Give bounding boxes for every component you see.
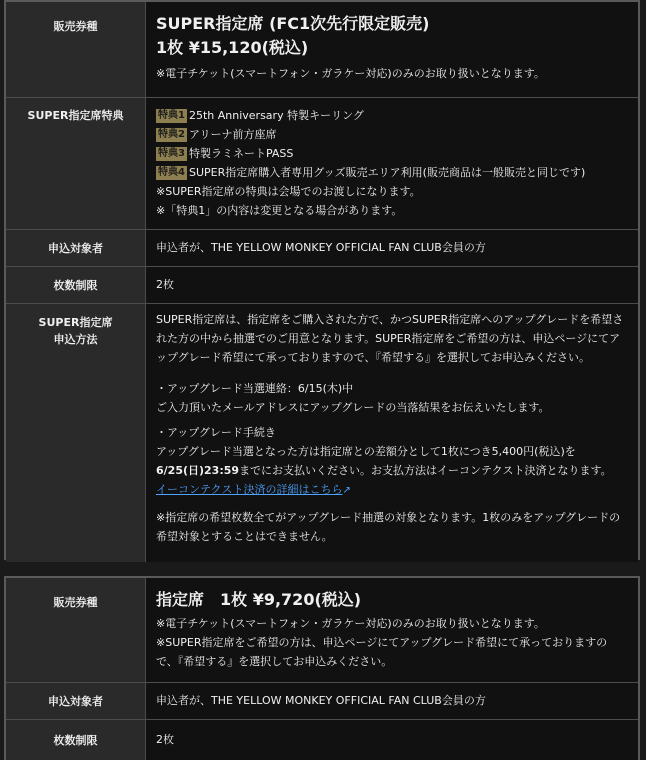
eligibility-row	[6, 682, 638, 719]
method-label: SUPER指定席 申込方法	[6, 304, 146, 562]
external-link-icon: ↗	[342, 485, 351, 496]
perks-label: SUPER指定席特典	[6, 98, 146, 229]
perk-item: 特典1 25th Anniversary 特製キーリング	[158, 109, 364, 122]
method-row	[6, 303, 638, 562]
perk-badge: 特典1	[158, 110, 185, 121]
eligibility-content: 申込者が、THE YELLOW MONKEY OFFICIAL FAN CLUB会員の方	[146, 230, 638, 266]
perk-badge: 特典3	[158, 148, 185, 159]
ticket-type-label: 販売券種	[6, 578, 146, 682]
perk-item: 特典2 アリーナ前方座席	[158, 128, 277, 141]
eligibility-row	[6, 229, 638, 266]
perks-row	[6, 97, 638, 229]
super-seat-panel	[4, 0, 640, 560]
ticket-type-row	[6, 2, 638, 97]
limit-row	[6, 266, 638, 303]
eligibility-content: 申込者が、THE YELLOW MONKEY OFFICIAL FAN CLUB会員の方	[146, 683, 638, 719]
perk-badge: 特典2	[158, 129, 185, 140]
limit-content: 2枚	[146, 267, 638, 303]
perk-badge: 特典4	[158, 167, 185, 178]
perk-item: 特典4 SUPER指定席購入者専用グッズ販売エリア利用(販売商品は一般販売と同じです)	[158, 166, 586, 179]
limit-label: 枚数制限	[6, 720, 146, 760]
ticket-type-content	[146, 2, 638, 97]
limit-row	[6, 719, 638, 760]
perks-content	[146, 98, 638, 229]
perk-item: 特典3 特製ラミネートPASS	[158, 147, 294, 160]
ticket-note: ※電子チケット(スマートフォン・ガラケー対応)のみのお取り扱いとなります。	[156, 67, 545, 80]
deadline: 6/25(日)23:59	[156, 464, 240, 477]
ticket-type-row	[6, 578, 638, 682]
limit-content: 2枚	[146, 720, 638, 760]
eligibility-label: 申込対象者	[6, 230, 146, 266]
limit-label: 枚数制限	[6, 267, 146, 303]
standard-seat-panel	[4, 576, 640, 760]
ticket-title: SUPER指定席 (FC1次先行限定販売)	[156, 14, 430, 33]
method-content: SUPER指定席は、指定席をご購入された方で、かつSUPER指定席へのアップグレードを希望さ れた方の中から抽選でのご用意となります。SUPER指定席をご希望の方は、申込ページにてア ップグレード希望にて承っておりますので、『希望する』を選択してお申込みください。 ・アップグレード当選連絡：6/15(木)中 ご入力頂いたメールアドレスにアップグレードの当落結果をお伝えいたします。 ・アップグレード手続き アップグレード当選となった方は指定席との差額分として1枚につき5,400円(税込)を 6/25(日)23:59までにお支払いください。お支払方法はイーコンテクスト決済となります。 イーコンテクスト決済の詳細はこちら↗ ※指定席の希望枚数全てがアップグレード抽選の対象となります。1枚のみをアップグレードの 希望対象とすることはできません。	[146, 304, 638, 562]
eligibility-label: 申込対象者	[6, 683, 146, 719]
perks-note: ※「特典1」の内容は変更となる場合があります。	[156, 204, 403, 217]
econtext-details-link[interactable]: イーコンテクスト決済の詳細はこちら	[156, 483, 343, 496]
ticket-title: 指定席 1枚 ¥9,720(税込)	[156, 590, 362, 609]
ticket-type-label: 販売券種	[6, 2, 146, 97]
perks-note: ※SUPER指定席の特典は会場でのお渡しになります。	[156, 185, 421, 198]
ticket-type-content: 指定席 1枚 ¥9,720(税込) ※電子チケット(スマートフォン・ガラケー対応)のみのお取り扱いとなります。 ※SUPER指定席をご希望の方は、申込ページにてアップグレード希望にて承っておりますの で、『希望する』を選択してお申込みください。	[146, 578, 638, 682]
ticket-price: 1枚 ¥15,120(税込)	[156, 38, 309, 57]
